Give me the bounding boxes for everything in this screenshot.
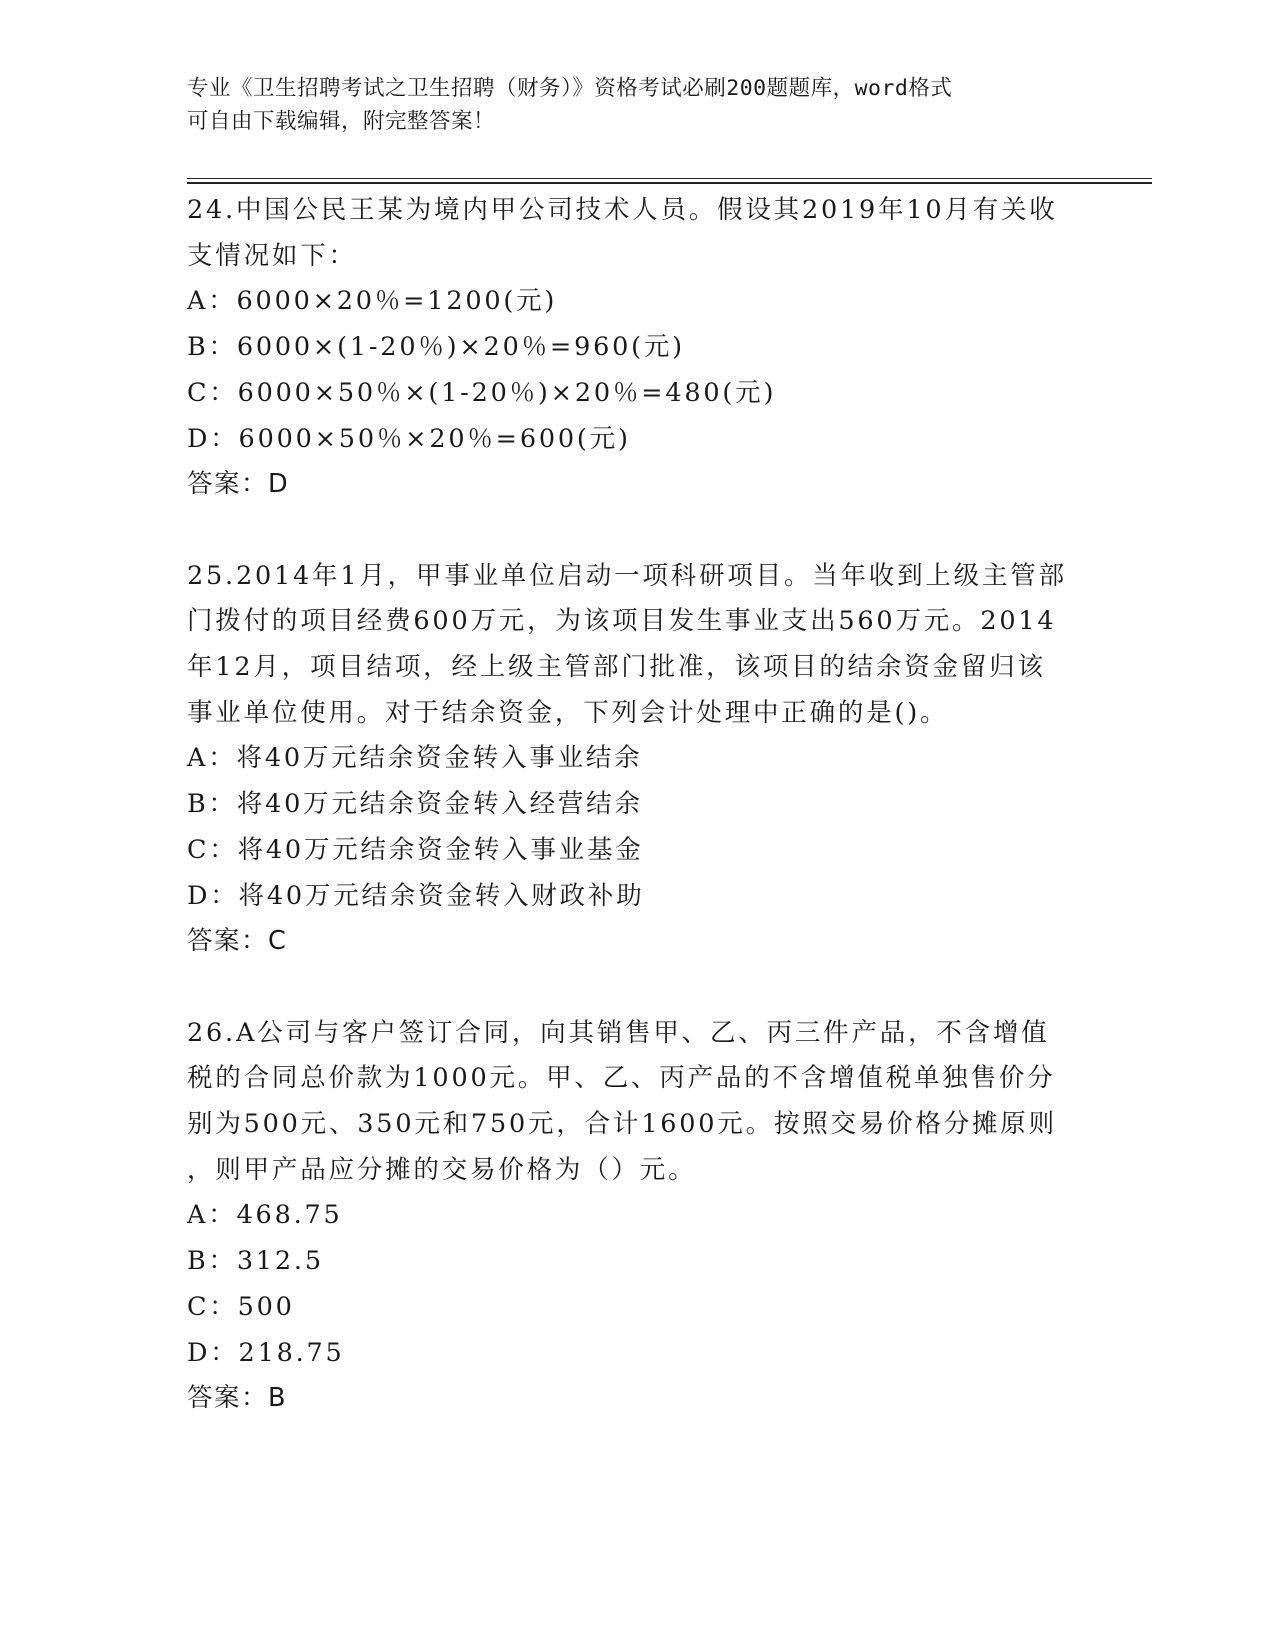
option-a: A：6000×20％=1200(元) [187, 286, 558, 317]
option-b: B：312.5 [187, 1246, 324, 1277]
option-a: A：将40万元结余资金转入事业结余 [187, 743, 643, 774]
header-divider-thick [187, 182, 1152, 184]
option-a: A：468.75 [187, 1200, 343, 1231]
header-line-2: 可自由下载编辑，附完整答案！ [187, 109, 496, 134]
answer: 答案：B [187, 1383, 287, 1414]
question-stem-line: 事业单位使用。对于结余资金，下列会计处理中正确的是()。 [187, 697, 949, 728]
question-stem-line: 24.中国公民王某为境内甲公司技术人员。假设其2019年10月有关收 [187, 195, 1058, 225]
question-stem-line: 25.2014年1月，甲事业单位启动一项科研项目。当年收到上级主管部 [187, 560, 1067, 591]
question-list [187, 188, 1087, 1422]
option-c: C：将40万元结余资金转入事业基金 [187, 834, 644, 865]
question-stem-line: 26.A公司与客户签订合同，向其销售甲、乙、丙三件产品，不含增值 [187, 1017, 1050, 1048]
header-line-1: 专业《卫生招聘考试之卫生招聘（财务）》资格考试必刷200题题库，word格式 [187, 76, 953, 101]
question-stem-line: 别为500元、350元和750元，合计1600元。按照交易价格分摊原则 [187, 1109, 1057, 1140]
option-b: B：6000×(1-20％)×20％=960(元) [187, 332, 685, 363]
document-header [187, 72, 1087, 138]
header-divider-thin [187, 178, 1152, 179]
question-25 [187, 554, 1087, 965]
question-26 [187, 1011, 1087, 1422]
option-b: B：将40万元结余资金转入经营结余 [187, 789, 643, 820]
question-24 [187, 188, 1087, 508]
option-d: D：218.75 [187, 1337, 345, 1368]
question-stem-line: ，则甲产品应分摊的交易价格为（）元。 [187, 1154, 697, 1185]
question-stem-line: 门拨付的项目经费600万元，为该项目发生事业支出560万元。2014 [187, 606, 1057, 637]
question-stem-line: 税的合同总价款为1000元。甲、乙、丙产品的不含增值税单独售价分 [187, 1063, 1056, 1094]
answer: 答案：C [187, 926, 288, 957]
question-spacer [187, 508, 1087, 554]
option-d: D：将40万元结余资金转入财政补助 [187, 880, 645, 911]
option-c: C：500 [187, 1291, 295, 1322]
option-d: D：6000×50％×20％=600(元) [187, 423, 631, 454]
answer: 答案：D [187, 469, 290, 500]
option-c: C：6000×50％×(1-20％)×20％=480(元) [187, 377, 777, 408]
question-spacer [187, 965, 1087, 1011]
question-stem-line: 年12月，项目结项，经上级主管部门批准，该项目的结余资金留归该 [187, 652, 1046, 683]
question-stem-line: 支情况如下： [187, 240, 357, 271]
